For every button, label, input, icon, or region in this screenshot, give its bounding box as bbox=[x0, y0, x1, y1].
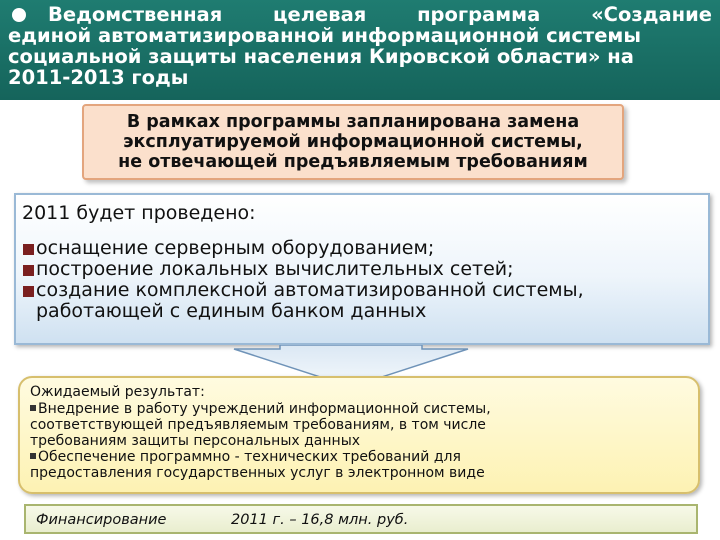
year-heading bbox=[22, 203, 702, 224]
result-item-line: предоставления государственных услуг в электронном виде bbox=[30, 465, 485, 481]
plan-callout bbox=[82, 104, 624, 180]
title-line-1 bbox=[8, 4, 712, 25]
expected-result-block bbox=[18, 376, 700, 494]
year-heading-text: будет проведено: bbox=[70, 202, 256, 224]
result-item bbox=[30, 401, 688, 417]
result-item bbox=[30, 449, 688, 465]
title-word: Ведомственная bbox=[48, 3, 223, 26]
list-item bbox=[22, 238, 702, 259]
financing-label: Финансирование bbox=[36, 512, 167, 528]
list-item-text: создание комплексной автоматизированной системы, bbox=[36, 279, 584, 301]
list-item-text: построение локальных вычислительных сетей; bbox=[36, 258, 514, 280]
title-word: «Создание bbox=[591, 3, 712, 26]
year-value: 2011 bbox=[22, 202, 71, 224]
title-word: программа bbox=[417, 3, 541, 26]
financing-amount: 2011 г. – 16,8 млн. руб. bbox=[231, 512, 409, 528]
square-bullet-icon bbox=[23, 244, 34, 255]
title-banner bbox=[0, 0, 720, 100]
list-item bbox=[22, 280, 702, 322]
result-item-line: требованиям защиты персональных данных bbox=[30, 433, 361, 449]
financing-bar bbox=[24, 504, 698, 534]
plan-line-3: не отвечающей предъявляемым требованиям bbox=[118, 152, 588, 172]
title-line-2: единой автоматизированной информационной системы bbox=[8, 24, 641, 47]
square-bullet-icon bbox=[23, 286, 34, 297]
title-word: целевая bbox=[273, 3, 367, 26]
square-bullet-icon bbox=[30, 405, 36, 411]
list-item-continuation: работающей с единым банком данных bbox=[36, 300, 427, 322]
title-line-4: 2011-2013 годы bbox=[8, 66, 189, 89]
plan-line-1: В рамках программы запланирована замена bbox=[126, 112, 580, 132]
result-item-line: Обеспечение программно - технических требований для bbox=[38, 449, 461, 465]
year-2011-block bbox=[14, 193, 710, 345]
result-item-line: соответствующей предъявляемым требованиям, в том числе bbox=[30, 417, 486, 433]
plan-line-2: эксплуатируемой информационной системы, bbox=[123, 132, 583, 152]
title-line-3: социальной защиты населения Кировской области» на bbox=[8, 45, 634, 68]
square-bullet-icon bbox=[30, 453, 36, 459]
square-bullet-icon bbox=[23, 265, 34, 276]
result-item-line: Внедрение в работу учреждений информационной системы, bbox=[38, 401, 491, 417]
list-item bbox=[22, 259, 702, 280]
list-item-text: оснащение серверным оборудованием; bbox=[36, 237, 435, 259]
result-heading: Ожидаемый результат: bbox=[30, 384, 205, 400]
bullet-dot-icon bbox=[12, 8, 26, 22]
measures-list bbox=[22, 238, 702, 322]
